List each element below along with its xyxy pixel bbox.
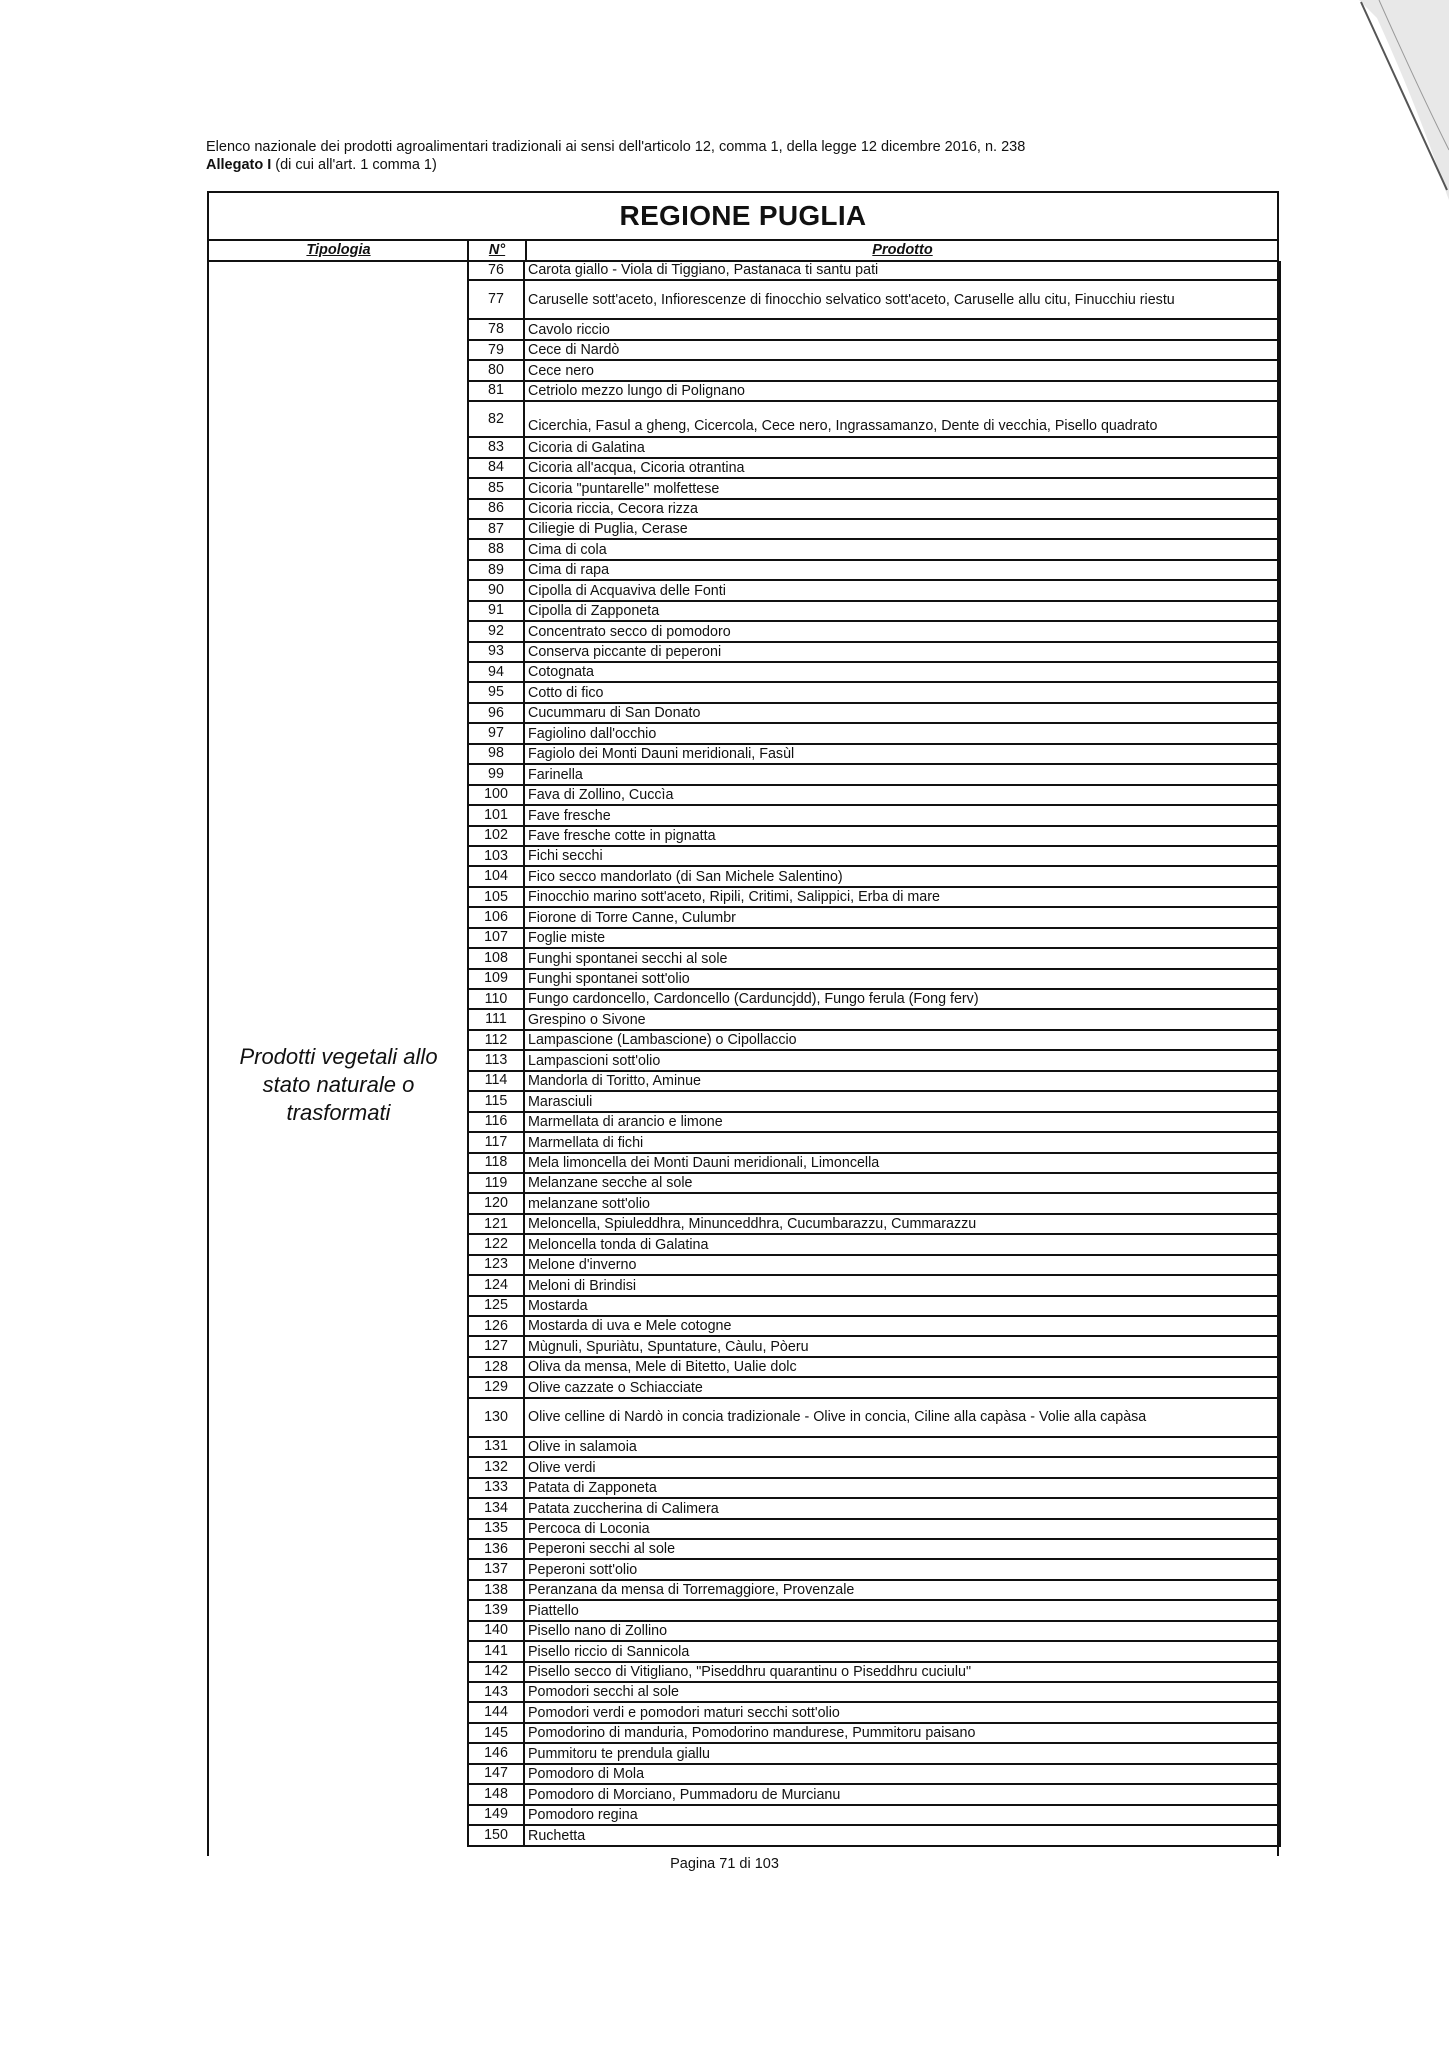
row-number: 99 <box>467 765 525 783</box>
row-number: 124 <box>467 1276 525 1294</box>
table-row <box>467 1235 1281 1255</box>
row-number: 101 <box>467 806 525 824</box>
table-row <box>467 1540 1281 1560</box>
row-number: 120 <box>467 1194 525 1212</box>
table-row <box>467 1663 1281 1683</box>
row-number: 109 <box>467 970 525 988</box>
table-row <box>467 361 1281 381</box>
row-product: Cipolla di Zapponeta <box>525 602 1281 620</box>
row-number: 135 <box>467 1520 525 1538</box>
table-row <box>467 1317 1281 1337</box>
table-row <box>467 1174 1281 1194</box>
row-product: Cetriolo mezzo lungo di Polignano <box>525 382 1281 400</box>
table-row <box>467 847 1281 867</box>
table-row <box>467 1378 1281 1398</box>
row-product: Marmellata di fichi <box>525 1133 1281 1151</box>
row-product: Melanzane secche al sole <box>525 1174 1281 1192</box>
row-number: 136 <box>467 1540 525 1558</box>
table-row <box>467 1297 1281 1317</box>
table-row <box>467 540 1281 560</box>
table-row <box>467 479 1281 499</box>
table-row <box>467 1520 1281 1540</box>
row-number: 108 <box>467 949 525 967</box>
row-product: Pomodori verdi e pomodori maturi secchi sott'olio <box>525 1703 1281 1721</box>
table-row <box>467 1703 1281 1723</box>
table-row <box>467 1256 1281 1276</box>
row-product: Funghi spontanei secchi al sole <box>525 949 1281 967</box>
row-number: 116 <box>467 1113 525 1131</box>
row-product: Patata zuccherina di Calimera <box>525 1499 1281 1517</box>
row-product: Meloncella, Spiuleddhra, Minunceddhra, Cucumbarazzu, Cummarazzu <box>525 1215 1281 1233</box>
row-number: 114 <box>467 1072 525 1090</box>
table-row <box>467 1622 1281 1642</box>
row-number: 115 <box>467 1092 525 1110</box>
table-row <box>467 1051 1281 1071</box>
row-number: 105 <box>467 888 525 906</box>
table-row <box>467 581 1281 601</box>
row-product: Cicoria "puntarelle" molfettese <box>525 479 1281 497</box>
row-product: Fico secco mandorlato (di San Michele Salentino) <box>525 867 1281 885</box>
row-product: melanzane sott'olio <box>525 1194 1281 1212</box>
row-number: 84 <box>467 459 525 477</box>
row-number: 95 <box>467 683 525 701</box>
table-row <box>467 1010 1281 1030</box>
row-product: Melone d'inverno <box>525 1256 1281 1274</box>
row-product: Mela limoncella dei Monti Dauni meridionali, Limoncella <box>525 1154 1281 1172</box>
row-number: 144 <box>467 1703 525 1721</box>
row-product: Mandorla di Toritto, Aminue <box>525 1072 1281 1090</box>
row-product: Lampascione (Lambascione) o Cipollaccio <box>525 1031 1281 1049</box>
table-row <box>467 724 1281 744</box>
row-product: Cavolo riccio <box>525 320 1281 338</box>
row-product: Mùgnuli, Spuriàtu, Spuntature, Càulu, Pòeru <box>525 1337 1281 1355</box>
row-number: 121 <box>467 1215 525 1233</box>
row-product: Pomodoro regina <box>525 1806 1281 1824</box>
row-number: 94 <box>467 663 525 681</box>
row-number: 82 <box>467 402 525 436</box>
row-number: 117 <box>467 1133 525 1151</box>
column-header-tipologia: Tipologia <box>306 242 371 258</box>
table-row <box>467 1744 1281 1764</box>
table-row <box>467 929 1281 949</box>
table-row <box>467 320 1281 340</box>
row-product: Fave fresche <box>525 806 1281 824</box>
row-product: Mostarda di uva e Mele cotogne <box>525 1317 1281 1335</box>
row-number: 93 <box>467 643 525 661</box>
table-row <box>467 1785 1281 1805</box>
row-product: Ruchetta <box>525 1826 1281 1844</box>
table-row <box>467 888 1281 908</box>
row-number: 130 <box>467 1399 525 1436</box>
table-row <box>467 1724 1281 1744</box>
row-number: 79 <box>467 341 525 359</box>
table-row <box>467 1499 1281 1519</box>
table-row <box>467 402 1281 438</box>
table-row <box>467 520 1281 540</box>
row-number: 131 <box>467 1438 525 1456</box>
row-number: 90 <box>467 581 525 599</box>
allegato-note: (di cui all'art. 1 comma 1) <box>271 157 437 173</box>
row-product: Cima di cola <box>525 540 1281 558</box>
row-number: 106 <box>467 908 525 926</box>
row-number: 138 <box>467 1581 525 1599</box>
row-product: Cipolla di Acquaviva delle Fonti <box>525 581 1281 599</box>
row-number: 87 <box>467 520 525 538</box>
row-number: 139 <box>467 1601 525 1619</box>
row-number: 103 <box>467 847 525 865</box>
row-number: 89 <box>467 561 525 579</box>
table-row <box>467 1479 1281 1499</box>
row-product: Cece di Nardò <box>525 341 1281 359</box>
row-number: 98 <box>467 745 525 763</box>
row-number: 110 <box>467 990 525 1008</box>
document-header <box>206 138 1025 174</box>
table-row <box>467 1399 1281 1438</box>
row-product: Pomodoro di Mola <box>525 1765 1281 1783</box>
category-label: Prodotti vegetali allo stato naturale o trasformati <box>239 1044 438 1125</box>
row-number: 133 <box>467 1479 525 1497</box>
row-product: Lampascioni sott'olio <box>525 1051 1281 1069</box>
row-number: 76 <box>467 261 525 279</box>
row-product: Olive verdi <box>525 1458 1281 1476</box>
header-allegato <box>206 156 1025 174</box>
row-product: Cotognata <box>525 663 1281 681</box>
table-row <box>467 827 1281 847</box>
row-number: 85 <box>467 479 525 497</box>
row-number: 150 <box>467 1826 525 1844</box>
row-product: Pomodorino di manduria, Pomodorino mandurese, Pummitoru paisano <box>525 1724 1281 1742</box>
row-number: 140 <box>467 1622 525 1640</box>
products-table <box>207 191 1279 1856</box>
row-product: Olive celline di Nardò in concia tradizionale - Olive in concia, Ciline alla capàsa - Volie alla capàsa <box>525 1399 1281 1436</box>
table-row <box>467 1092 1281 1112</box>
row-number: 92 <box>467 622 525 640</box>
table-row <box>467 765 1281 785</box>
row-product: Fagiolo dei Monti Dauni meridionali, Fasùl <box>525 745 1281 763</box>
row-number: 111 <box>467 1010 525 1028</box>
table-row <box>467 1337 1281 1357</box>
row-product: Meloncella tonda di Galatina <box>525 1235 1281 1253</box>
table-row <box>467 1133 1281 1153</box>
row-number: 86 <box>467 500 525 518</box>
row-product: Pisello secco di Vitigliano, "Piseddhru quarantinu o Piseddhru cuciulu" <box>525 1663 1281 1681</box>
table-row <box>467 1806 1281 1826</box>
row-number: 128 <box>467 1358 525 1376</box>
table-row <box>467 602 1281 622</box>
table-body <box>467 261 1281 1847</box>
row-product: Percoca di Loconia <box>525 1520 1281 1538</box>
row-product: Pummitoru te prendula giallu <box>525 1744 1281 1762</box>
row-number: 137 <box>467 1560 525 1578</box>
table-row <box>467 663 1281 683</box>
row-number: 118 <box>467 1154 525 1172</box>
row-product: Cucummaru di San Donato <box>525 704 1281 722</box>
header-law-reference: Elenco nazionale dei prodotti agroalimentari tradizionali ai sensi dell'articolo 12, comma 1, della legge 12 dicembre 2016, n. 238 <box>206 139 1026 155</box>
row-product: Grespino o Sivone <box>525 1010 1281 1028</box>
row-product: Meloni di Brindisi <box>525 1276 1281 1294</box>
row-number: 96 <box>467 704 525 722</box>
row-product: Cece nero <box>525 361 1281 379</box>
row-number: 91 <box>467 602 525 620</box>
table-row <box>467 1581 1281 1601</box>
row-product: Farinella <box>525 765 1281 783</box>
row-product: Pomodoro di Morciano, Pummadoru de Murcianu <box>525 1785 1281 1803</box>
table-row <box>467 1560 1281 1580</box>
table-row <box>467 341 1281 361</box>
column-header-numero: N° <box>488 242 506 258</box>
column-header-prodotto: Prodotto <box>872 242 933 258</box>
row-product: Foglie miste <box>525 929 1281 947</box>
row-number: 102 <box>467 827 525 845</box>
row-product: Peranzana da mensa di Torremaggiore, Provenzale <box>525 1581 1281 1599</box>
row-product: Ciliegie di Puglia, Cerase <box>525 520 1281 538</box>
row-product: Olive in salamoia <box>525 1438 1281 1456</box>
table-row <box>467 1765 1281 1785</box>
table-row <box>467 261 1281 281</box>
table-row <box>467 622 1281 642</box>
table-row <box>467 1194 1281 1214</box>
table-row <box>467 970 1281 990</box>
page-number: Pagina 71 di 103 <box>670 1856 779 1872</box>
table-row <box>467 561 1281 581</box>
table-row <box>467 990 1281 1010</box>
table-row <box>467 1826 1281 1846</box>
row-number: 134 <box>467 1499 525 1517</box>
row-number: 122 <box>467 1235 525 1253</box>
row-number: 104 <box>467 867 525 885</box>
row-product: Fiorone di Torre Canne, Culumbr <box>525 908 1281 926</box>
row-product: Peperoni sott'olio <box>525 1560 1281 1578</box>
row-product: Cicoria riccia, Cecora rizza <box>525 500 1281 518</box>
row-product: Cima di rapa <box>525 561 1281 579</box>
row-product: Cicoria di Galatina <box>525 438 1281 456</box>
table-row <box>467 1683 1281 1703</box>
table-row <box>467 1358 1281 1378</box>
row-product: Fungo cardoncello, Cardoncello (Carduncjdd), Fungo ferula (Fong ferv) <box>525 990 1281 1008</box>
row-number: 129 <box>467 1378 525 1396</box>
table-row <box>467 1154 1281 1174</box>
row-number: 77 <box>467 281 525 318</box>
row-product: Pisello riccio di Sannicola <box>525 1642 1281 1660</box>
table-row <box>467 683 1281 703</box>
row-product: Olive cazzate o Schiacciate <box>525 1378 1281 1396</box>
row-number: 113 <box>467 1051 525 1069</box>
row-number: 107 <box>467 929 525 947</box>
allegato-label: Allegato I <box>206 157 272 173</box>
row-product: Cicerchia, Fasul a gheng, Cicercola, Cece nero, Ingrassamanzo, Dente di vecchia, Pisello quadrato <box>525 402 1281 436</box>
table-row <box>467 1031 1281 1051</box>
region-title: REGIONE PUGLIA <box>619 200 867 231</box>
table-row <box>467 643 1281 663</box>
table-row <box>467 500 1281 520</box>
row-product: Cicoria all'acqua, Cicoria otrantina <box>525 459 1281 477</box>
row-number: 148 <box>467 1785 525 1803</box>
table-row <box>467 1642 1281 1662</box>
table-row <box>467 281 1281 320</box>
table-row <box>467 704 1281 724</box>
row-number: 132 <box>467 1458 525 1476</box>
row-number: 141 <box>467 1642 525 1660</box>
row-product: Funghi spontanei sott'olio <box>525 970 1281 988</box>
row-number: 100 <box>467 786 525 804</box>
table-row <box>467 786 1281 806</box>
table-row <box>467 745 1281 765</box>
table-row <box>467 1215 1281 1235</box>
row-product: Marasciuli <box>525 1092 1281 1110</box>
row-product: Pomodori secchi al sole <box>525 1683 1281 1701</box>
row-product: Conserva piccante di peperoni <box>525 643 1281 661</box>
row-number: 81 <box>467 382 525 400</box>
row-number: 143 <box>467 1683 525 1701</box>
row-product: Piattello <box>525 1601 1281 1619</box>
row-product: Pisello nano di Zollino <box>525 1622 1281 1640</box>
table-row <box>467 1601 1281 1621</box>
table-row <box>467 1276 1281 1296</box>
table-row <box>467 459 1281 479</box>
row-product: Cotto di fico <box>525 683 1281 701</box>
table-row <box>467 438 1281 458</box>
row-number: 149 <box>467 1806 525 1824</box>
row-product: Peperoni secchi al sole <box>525 1540 1281 1558</box>
table-row <box>467 1458 1281 1478</box>
row-number: 83 <box>467 438 525 456</box>
row-number: 119 <box>467 1174 525 1192</box>
row-product: Fagiolino dall'occhio <box>525 724 1281 742</box>
row-number: 123 <box>467 1256 525 1274</box>
row-number: 146 <box>467 1744 525 1762</box>
table-row <box>467 382 1281 402</box>
row-number: 125 <box>467 1297 525 1315</box>
row-product: Concentrato secco di pomodoro <box>525 622 1281 640</box>
scan-corner-fold <box>1359 0 1449 200</box>
table-row <box>467 1113 1281 1133</box>
row-product: Fichi secchi <box>525 847 1281 865</box>
row-product: Oliva da mensa, Mele di Bitetto, Ualie dolc <box>525 1358 1281 1376</box>
row-number: 145 <box>467 1724 525 1742</box>
row-number: 126 <box>467 1317 525 1335</box>
row-product: Carota giallo - Viola di Tiggiano, Pastanaca ti santu pati <box>525 261 1281 279</box>
row-product: Fava di Zollino, Cuccìa <box>525 786 1281 804</box>
row-number: 97 <box>467 724 525 742</box>
row-number: 78 <box>467 320 525 338</box>
row-product: Marmellata di arancio e limone <box>525 1113 1281 1131</box>
row-number: 112 <box>467 1031 525 1049</box>
row-number: 80 <box>467 361 525 379</box>
table-row <box>467 806 1281 826</box>
row-product: Mostarda <box>525 1297 1281 1315</box>
row-number: 147 <box>467 1765 525 1783</box>
row-product: Patata di Zapponeta <box>525 1479 1281 1497</box>
row-product: Finocchio marino sott'aceto, Ripili, Critimi, Salippici, Erba di mare <box>525 888 1281 906</box>
row-product: Fave fresche cotte in pignatta <box>525 827 1281 845</box>
table-row <box>467 1072 1281 1092</box>
row-number: 127 <box>467 1337 525 1355</box>
table-row <box>467 949 1281 969</box>
table-row <box>467 1438 1281 1458</box>
row-product: Caruselle sott'aceto, Infiorescenze di finocchio selvatico sott'aceto, Caruselle allu citu, Finucchiu riestu <box>525 281 1281 318</box>
row-number: 88 <box>467 540 525 558</box>
table-row <box>467 867 1281 887</box>
table-row <box>467 908 1281 928</box>
row-number: 142 <box>467 1663 525 1681</box>
